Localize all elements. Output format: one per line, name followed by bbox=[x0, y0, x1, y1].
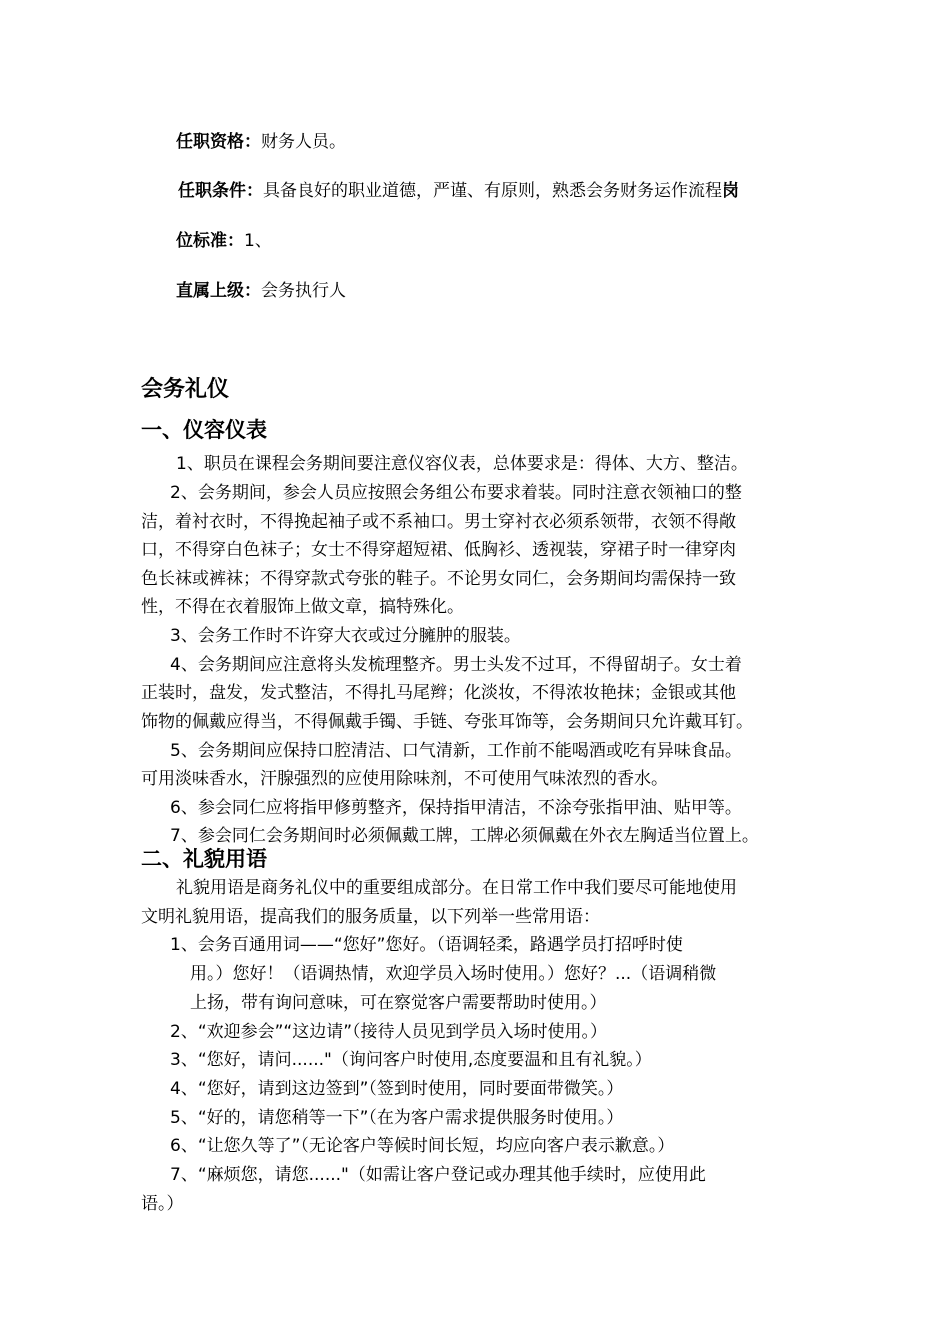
paragraph-line: 3、“您好，请问......"（询问客户时使用,态度要温和且有礼貌。） bbox=[170, 1050, 652, 1070]
part1-heading: 一、仪容仪表 bbox=[141, 418, 267, 442]
paragraph-line: 饰物的佩戴应得当，不得佩戴手镯、手链、夸张耳饰等，会务期间只允许戴耳钉。 bbox=[141, 712, 753, 732]
superior-value: 会务执行人 bbox=[261, 281, 346, 301]
paragraph-line: 6、参会同仁应将指甲修剪整齐，保持指甲清洁，不涂夸张指甲油、贴甲等。 bbox=[170, 798, 742, 818]
qualification-value: 财务人员。 bbox=[261, 132, 346, 152]
standard-label: 位标准： bbox=[176, 231, 244, 251]
paragraph-line: 口，不得穿白色袜子；女士不得穿超短裙、低胸衫、透视装，穿裙子时一律穿肉 bbox=[141, 540, 736, 560]
paragraph-line: 文明礼貌用语，提高我们的服务质量，以下列举一些常用语： bbox=[141, 907, 600, 927]
paragraph-line: 4、会务期间应注意将头发梳理整齐。男士头发不过耳，不得留胡子。女士着 bbox=[170, 655, 742, 675]
paragraph-line: 洁，着衬衣时，不得挽起袖子或不系袖口。男士穿衬衣必须系领带，衣领不得敞 bbox=[141, 512, 736, 532]
paragraph-line: 礼貌用语是商务礼仪中的重要组成部分。在日常工作中我们要尽可能地使用 bbox=[176, 878, 737, 898]
part2-heading: 二、礼貌用语 bbox=[141, 847, 267, 871]
paragraph-line: 6、“让您久等了”（无论客户等候时间长短，均应向客户表示歉意。） bbox=[170, 1136, 675, 1156]
paragraph-line: 7、“麻烦您，请您......"（如需让客户登记或办理其他手续时，应使用此 bbox=[170, 1165, 706, 1185]
paragraph-line: 5、“好的，请您稍等一下”（在为客户需求提供服务时使用。） bbox=[170, 1108, 624, 1128]
paragraph-line: 1、会务百通用词——“您好”您好。（语调轻柔，路遇学员打招呼时使 bbox=[170, 935, 683, 955]
paragraph-line: 性，不得在衣着服饰上做文章，搞特殊化。 bbox=[141, 597, 464, 617]
condition-value: 具备良好的职业道德，严谨、有原则，熟悉会务财务运作流程 bbox=[263, 181, 722, 201]
superior-label: 直属上级： bbox=[176, 281, 261, 301]
paragraph-line: 7、参会同仁会务期间时必须佩戴工牌，工牌必须佩戴在外衣左胸适当位置上。 bbox=[170, 826, 759, 846]
paragraph-line: 正装时，盘发，发式整洁，不得扎马尾辫；化淡妆，不得浓妆艳抹；金银或其他 bbox=[141, 683, 736, 703]
paragraph-line: 2、“欢迎参会”“这边请”（接待人员见到学员入场时使用。） bbox=[170, 1022, 608, 1042]
paragraph-line: 1、职员在课程会务期间要注意仪容仪表，总体要求是：得体、大方、整洁。 bbox=[176, 454, 748, 474]
qualification-row bbox=[176, 132, 346, 152]
paragraph-line: 色长袜或裤袜；不得穿款式夸张的鞋子。不论男女同仁，会务期间均需保持一致 bbox=[141, 569, 736, 589]
superior-row bbox=[176, 281, 346, 301]
standard-row bbox=[176, 231, 272, 251]
paragraph-line: 可用淡味香水，汗腺强烈的应使用除味剂，不可使用气味浓烈的香水。 bbox=[141, 769, 668, 789]
paragraph-line: 3、会务工作时不许穿大衣或过分臃肿的服装。 bbox=[170, 626, 521, 646]
condition-label: 任职条件： bbox=[178, 181, 263, 201]
condition-tail: 岗 bbox=[722, 181, 739, 201]
paragraph-line: 4、“您好，请到这边签到”（签到时使用，同时要面带微笑。） bbox=[170, 1079, 624, 1099]
paragraph-line: 上扬，带有询问意味，可在察觉客户需要帮助时使用。） bbox=[190, 993, 607, 1013]
paragraph-line: 用。）您好！（语调热情，欢迎学员入场时使用。）您好？...（语调稍微 bbox=[190, 964, 717, 984]
paragraph-line: 语。） bbox=[141, 1194, 184, 1214]
qualification-label: 任职资格： bbox=[176, 132, 261, 152]
section-title: 会务礼仪 bbox=[141, 377, 230, 402]
paragraph-line: 2、会务期间，参会人员应按照会务组公布要求着装。同时注意衣领袖口的整 bbox=[170, 483, 742, 503]
standard-value: 1、 bbox=[244, 231, 272, 251]
paragraph-line: 5、会务期间应保持口腔清洁、口气清新，工作前不能喝酒或吃有异味食品。 bbox=[170, 741, 742, 761]
condition-row bbox=[178, 181, 739, 201]
